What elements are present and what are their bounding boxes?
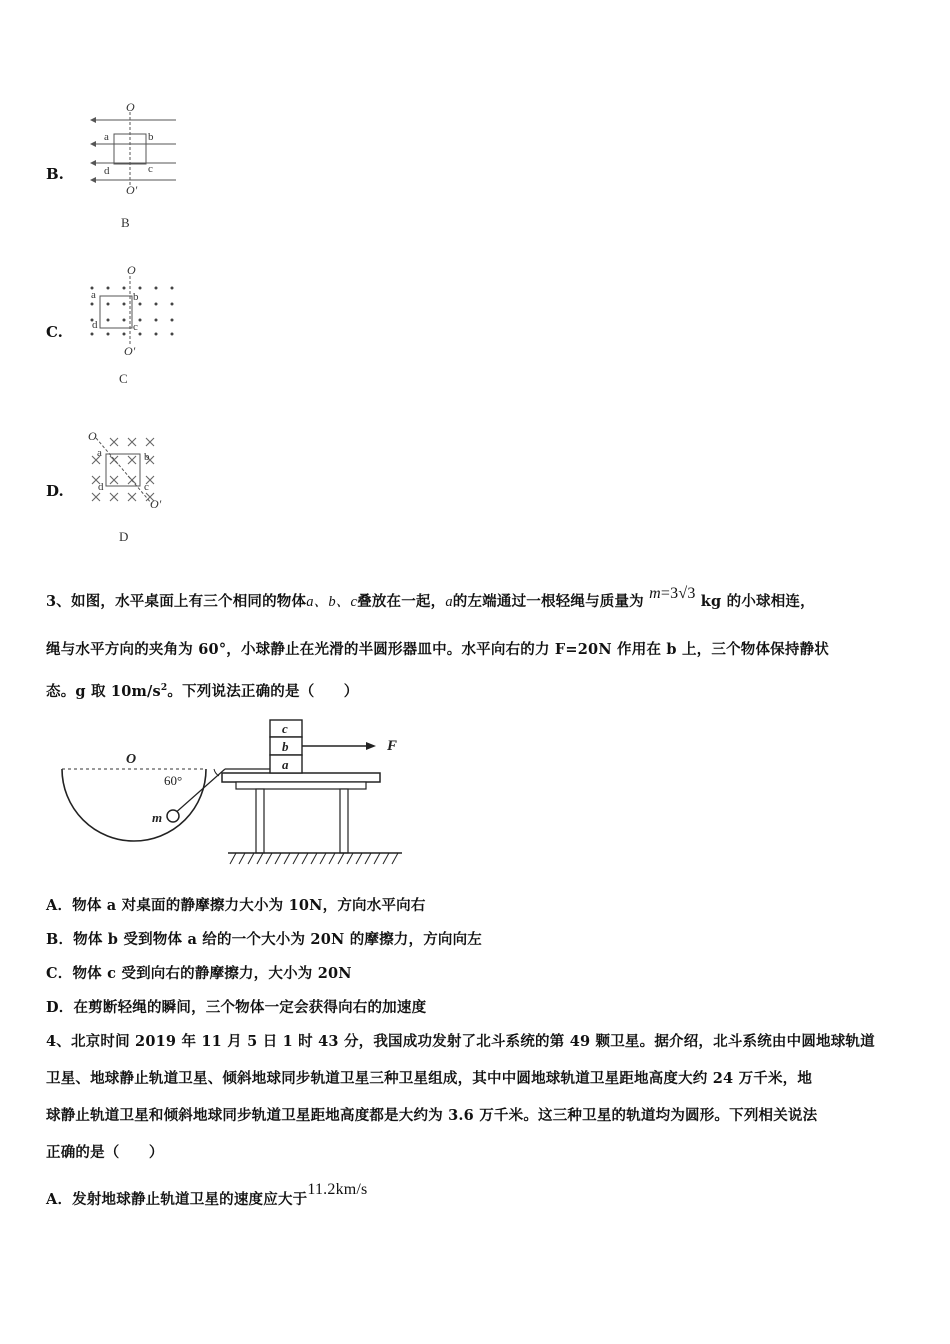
q4-line4: 正确的是（ ） <box>46 1144 164 1161</box>
q3-option-a: A．物体 a 对桌面的静摩擦力大小为 10N，方向水平向右 <box>46 897 426 914</box>
label-a: a <box>97 447 102 459</box>
label-o-top: O <box>88 429 97 443</box>
angle-arc <box>214 769 219 776</box>
option-d-caption: D <box>119 529 129 544</box>
label-o-top: O <box>126 100 135 114</box>
label-b: b <box>133 291 139 303</box>
label-o-bottom: O' <box>150 497 162 511</box>
label-d: d <box>104 165 110 177</box>
label-O: O <box>126 752 137 767</box>
label-c: c <box>148 163 153 175</box>
q3-figure <box>50 712 410 872</box>
q3-line3-a: 态。g 取 10m/s <box>46 682 161 700</box>
q3-vars: a、b、c <box>306 594 358 610</box>
q3-line3-b: 。下列说法正确的是（ ） <box>167 682 359 700</box>
q3-line3 <box>46 678 359 702</box>
label-o-bottom: O' <box>126 183 138 195</box>
mass-eq: =3 <box>660 585 679 602</box>
label-o-top: O <box>127 263 136 277</box>
option-c-diagram <box>84 260 184 358</box>
q3-line1 <box>46 585 815 612</box>
table-top <box>222 773 380 782</box>
q3-option-b: B．物体 b 受到物体 a 给的一个大小为 20N 的摩擦力，方向向左 <box>46 931 483 948</box>
q4-line3: 球静止轨道卫星和倾斜地球同步轨道卫星距地高度都是大约为 3.6 万千米。这三种卫星的轨道均为圆形。下列相关说法 <box>46 1107 818 1124</box>
q4-option-a-value: 11.2km/s <box>307 1181 368 1198</box>
q4-line2: 卫星、地球静止轨道卫星、倾斜地球同步轨道卫星三种卫星组成，其中中圆地球轨道卫星距地高度大约 24 万千米，地 <box>46 1070 813 1087</box>
option-d-letter: D. <box>46 482 64 500</box>
option-b-caption: B <box>121 215 130 230</box>
option-b-letter: B. <box>46 165 64 183</box>
label-b: b <box>148 131 154 143</box>
ball-m <box>167 810 179 822</box>
q3-line2: 绳与水平方向的夹角为 60°，小球静止在光滑的半圆形器皿中。水平向右的力 F=20N 作用在 b 上，三个物体保持静状 <box>46 641 829 658</box>
q3-option-d: D．在剪断轻绳的瞬间，三个物体一定会获得向右的加速度 <box>46 999 427 1016</box>
label-b: b <box>144 451 150 463</box>
q3-line1-post: kg 的小球相连， <box>700 593 815 610</box>
q3-option-c: C．物体 c 受到向右的静摩擦力，大小为 20N <box>46 965 352 982</box>
label-angle: 60° <box>164 773 183 788</box>
label-d: d <box>98 481 104 493</box>
table-leg-right <box>340 789 348 853</box>
label-block-a: a <box>282 757 289 772</box>
mass-expression <box>649 583 695 602</box>
q4-option-a <box>46 1181 368 1210</box>
force-arrowhead <box>366 742 376 750</box>
mass-m: m <box>649 585 661 602</box>
label-m: m <box>152 810 163 825</box>
q3-line1-mid2: 的左端通过一根轻绳与质量为 <box>452 593 644 610</box>
q3-line3-sup: 2 <box>160 683 168 693</box>
q4-line1: 4、北京时间 2019 年 11 月 5 日 1 时 43 分，我国成功发射了北斗系统的第 49 颗卫星。据介绍，北斗系统由中圆地球轨道 <box>46 1033 875 1050</box>
mass-root: √3 <box>678 585 696 602</box>
label-block-b: b <box>282 739 289 754</box>
label-F: F <box>387 738 398 754</box>
label-c: c <box>133 321 138 333</box>
option-d-diagram <box>84 426 184 518</box>
label-a: a <box>104 131 109 143</box>
label-d: d <box>92 319 98 331</box>
ground-hatch <box>230 853 398 864</box>
q4-option-a-text: A．发射地球静止轨道卫星的速度应大于 <box>46 1191 308 1208</box>
option-b-diagram <box>86 100 186 195</box>
label-block-c: c <box>282 721 288 736</box>
label-o-bottom: O' <box>124 344 136 358</box>
q3-line1-pre: 3、如图，水平桌面上有三个相同的物体 <box>46 593 307 610</box>
label-c: c <box>144 481 149 493</box>
label-a: a <box>91 289 96 301</box>
table-leg-left <box>256 789 264 853</box>
option-c-caption: C <box>119 371 128 386</box>
option-c-letter: C. <box>46 323 63 341</box>
table-frame <box>236 782 366 789</box>
q3-var-a: a <box>445 594 453 610</box>
q3-line1-mid: 叠放在一起， <box>357 593 446 610</box>
